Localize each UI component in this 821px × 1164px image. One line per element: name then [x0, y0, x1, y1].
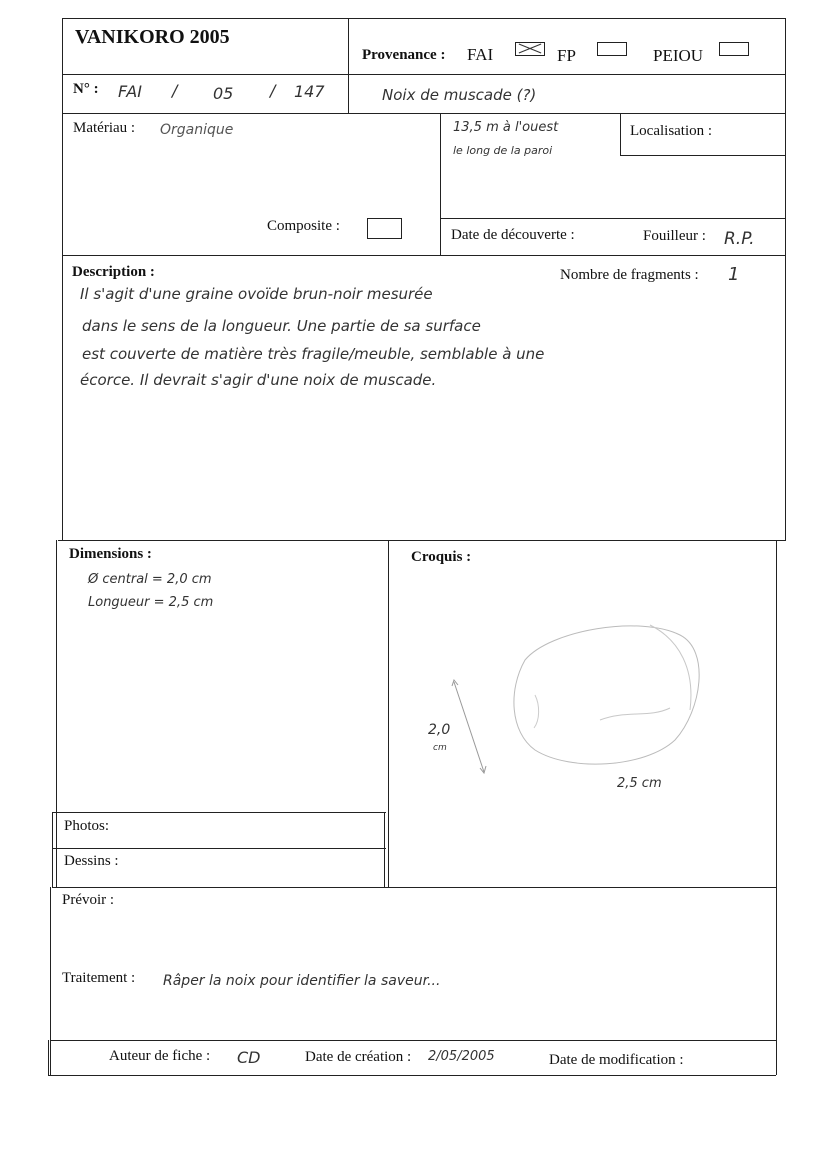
- sketch-label: Croquis :: [411, 549, 472, 565]
- treatment-value: Râper la noix pour identifier la saveur...: [163, 973, 441, 989]
- modification-date-label: Date de modification :: [549, 1052, 684, 1068]
- number-year: 05: [213, 84, 234, 103]
- option-fai-checkbox[interactable]: [515, 42, 545, 56]
- option-fp-checkbox[interactable]: [597, 42, 627, 56]
- location-note-line-1: 13,5 m à l'ouest: [453, 120, 559, 135]
- option-fai-label: FAI: [467, 45, 494, 64]
- fragments-label: Nombre de fragments :: [560, 267, 699, 283]
- option-fp-label: FP: [557, 46, 576, 65]
- number-label: N° :: [73, 81, 99, 97]
- provenance-label: Provenance :: [362, 47, 446, 63]
- creation-date-label: Date de création :: [305, 1049, 412, 1065]
- sketch-length-label: 2,5 cm: [617, 776, 662, 791]
- sketch-height-unit: cm: [433, 743, 447, 753]
- creation-date-value: 2/05/2005: [428, 1049, 495, 1064]
- option-peiou-label: PEIOU: [653, 46, 704, 65]
- description-line-1: Il s'agit d'une graine ovoïde brun-noir mesurée: [80, 285, 433, 303]
- number-value: 147: [294, 82, 325, 101]
- material-label: Matériau :: [73, 120, 136, 136]
- excavator-label: Fouilleur :: [643, 228, 706, 244]
- sketch-height-value: 2,0: [428, 722, 451, 738]
- material-value: Organique: [160, 122, 234, 138]
- composite-label: Composite :: [267, 218, 340, 234]
- number-sep-1: /: [172, 81, 178, 100]
- form-title: VANIKORO 2005: [75, 26, 230, 48]
- treatment-label: Traitement :: [62, 970, 136, 986]
- author-value: CD: [237, 1048, 261, 1067]
- drawings-label: Dessins :: [64, 853, 119, 869]
- description-line-3: est couverte de matière très fragile/meuble, semblable à une: [82, 345, 545, 363]
- discovery-date-label: Date de découverte :: [451, 227, 575, 243]
- author-label: Auteur de fiche :: [109, 1048, 211, 1064]
- option-peiou-checkbox[interactable]: [719, 42, 749, 56]
- description-label: Description :: [72, 264, 155, 280]
- object-name: Noix de muscade (?): [382, 86, 537, 104]
- photos-label: Photos:: [64, 818, 110, 834]
- composite-checkbox[interactable]: [367, 218, 402, 239]
- nutmeg-sketch: [440, 600, 720, 810]
- number-sep-2: /: [270, 81, 276, 100]
- dimensions-label: Dimensions :: [69, 546, 152, 562]
- number-site: FAI: [118, 82, 142, 101]
- dimension-length: Longueur = 2,5 cm: [88, 595, 214, 610]
- dimension-diameter: Ø central = 2,0 cm: [88, 572, 212, 587]
- description-line-4: écorce. Il devrait s'agir d'une noix de muscade.: [80, 371, 437, 389]
- description-line-2: dans le sens de la longueur. Une partie de sa surface: [82, 317, 481, 335]
- localisation-label: Localisation :: [630, 123, 713, 139]
- plan-label: Prévoir :: [62, 892, 115, 908]
- location-note-line-2: le long de la paroi: [453, 144, 553, 157]
- fragments-value: 1: [728, 264, 740, 285]
- excavator-value: R.P.: [724, 229, 755, 249]
